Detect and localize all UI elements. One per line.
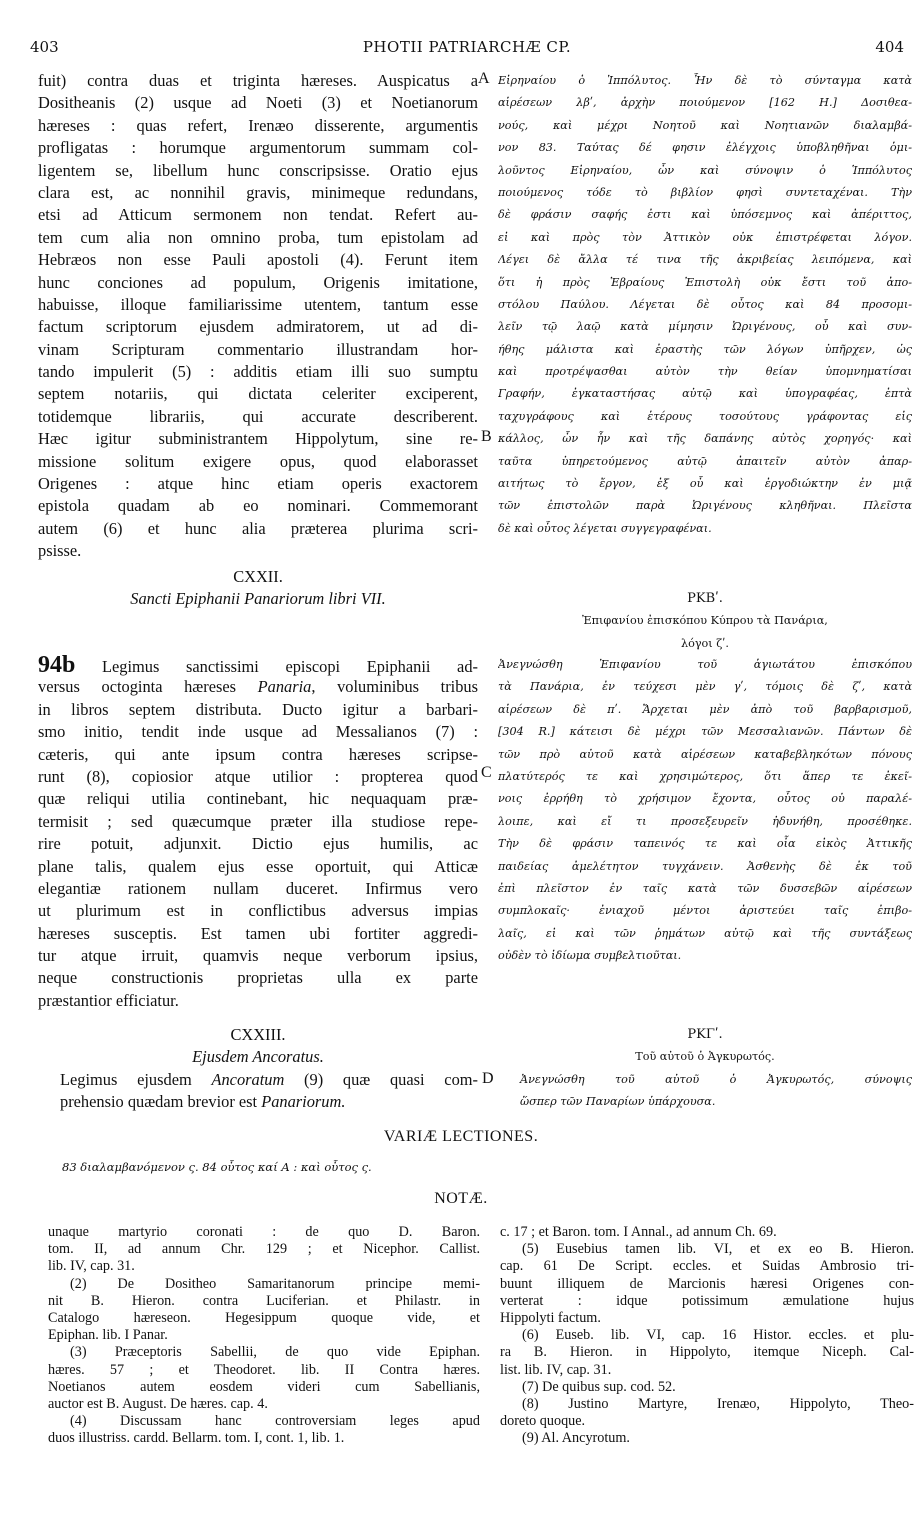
note-line: verterat : idque potissimum æmulatione hujus [500,1292,914,1309]
greek-column-rkb [498,654,912,967]
text-line: rire potuit, adjunxit. Dictio ejus humilis, ac [38,834,478,854]
section-title: Ejusdem Ancoratus. [192,1047,324,1067]
text-line: elegantiæ rationem nullam duceret. Infirmus vero [38,878,478,898]
text-line: νον 83. Ταύτας δέ φησιν ἐλέγχοις ὑποβληθῆναι ὁμι- [498,141,912,155]
section-number: CXXII. [233,567,283,586]
text-line: hæreses : quas refert, Irenæo disserente, argumentis [38,115,478,135]
section-title-2: λόγοι ζʹ. [681,636,729,650]
text-line: τὰ Πανάρια, ἐν τεύχεσι μὲν γʹ, τόμοις δὲ ζʹ, κατὰ [498,680,912,694]
note-line: (4) Discussam hanc controversiam leges apud [70,1413,480,1430]
section-number: CXXIII. [230,1025,286,1044]
text-line: καὶ προτρέψασθαι αὐτὸν τὴν θείαν ὑπομνηματίσαι [498,365,912,379]
section-number: ΡΚΒʹ. [687,591,723,606]
note-line: nit B. Hieron. contra Luciferian. et Philastr. in [48,1292,480,1309]
text-line: συμπλοκαῖς· ἐνιαχοῦ μέντοι ἀριστεύει ταῖς ἐπιβο- [498,904,912,918]
text-line: λαῖς, εἰ καὶ τῶν ῥημάτων αὐτῷ καὶ τῆς συντάξεως [498,926,912,940]
text-line: Τὴν δὲ φράσιν ταπεινός τε καὶ οἷα εἰκὸς Ἀττικῆς [498,837,912,851]
text-line: septem notariis, qui dictata celeriter exciperent, [38,384,478,404]
cxxiii-section [38,1024,478,1114]
text-line: οὐδὲν τὸ ἰδίωμα συμβελτιοῦται. [498,949,682,963]
text-line: Εἰρηναίου ὁ Ἱππόλυτος. Ἦν δὲ τὸ σύνταγμα κατὰ [498,74,912,87]
text-line: στόλου Παύλου. Λέγεται δὲ οὗτος καὶ 84 προσομι- [498,297,912,311]
rkb-heading [498,588,912,655]
text-line: tem cum alia non omnino proba, tum epistolam ad [38,227,478,247]
text-line: νούς, καὶ μέχρι Νοητοῦ καὶ Νοητιανῶν διαλαμβά- [498,118,912,132]
note-line: cap. 61 De Script. eccles. et Suidas Ambrosio tri- [500,1258,914,1275]
note-line: Catalogo hæreseon. Hegesippum quoque vide, et [48,1309,480,1326]
text-line: hunc conciones ad populum, Origenis imitatione, [38,272,478,292]
text-line: ταχυγράφους καὶ ἑτέρους τοσούτους γράφοντας εἰς [498,409,912,423]
section-title: Sancti Epiphanii Panariorum libri VII. [130,589,386,609]
text-line: αιτήτως τὸ ἔργον, ἐξ οὗ καὶ ἐργοδιώκτην ἐν μιᾷ [498,477,912,491]
text-line: Origenes : atque hinc etiam operis exactorem [38,474,478,494]
text-line: hæreses susceptis. Est tamen ubi fortiter aggredi- [38,923,478,943]
text-line: αἱρέσεων λβʹ, ἀρχὴν ποιούμενον [162 H.] Δοσιθεα- [498,96,912,110]
text-line: νοις ἐρρήθη τὸ χρήσιμον ἔχοντα, οὗτος οὐ παραλέ- [498,792,912,806]
text-line: præstantior efficiatur. [38,990,179,1010]
note-line: lib. IV, cap. 31. [48,1258,135,1275]
section-title: Ἐπιφανίου ἐπισκόπου Κύπρου τὰ Πανάρια, [582,614,828,628]
text-line: τῶν πρὸ αὐτοῦ κατὰ αἱρέσεων καταβεβληκότων πόνους [498,747,912,761]
note-line: doreto quoque. [500,1413,586,1430]
notes-left-column [48,1224,480,1447]
page-number-left: 403 [30,38,59,56]
page-number-right: 404 [875,38,904,56]
text-line: πλατύτερός τε καὶ χρησιμώτερος, ὅτι ἅπερ τε ἐκεῖ- [498,769,912,783]
text-line: fuit) contra duas et triginta hæreses. Auspicatus a [38,71,478,90]
text-line: tur atque irruit, quamvis neque verborum ipsius, [38,946,478,966]
text-line: Λέγει δὲ ἄλλα τέ τινα τῆς ἀκριβείας λειπόμενα, καὶ [498,253,912,267]
note-line: (6) Euseb. lib. VI, cap. 16 Histor. eccles. et plu- [522,1327,914,1344]
folio-mark: 94b [38,654,76,677]
text-line: αἱρέσεων δὲ πʹ. Ἄρχεται μὲν ἀπὸ τοῦ βαρβαρισμοῦ, [498,702,912,716]
margin-letter-d: D [482,1070,494,1087]
text-line: habuisse, illoque familiarissime utentem, tantum esse [38,294,478,314]
text-line: ποιούμενος τόδε τὸ βιβλίον φησὶ συντεταχέναι. Τὴν [498,185,912,199]
text-line: ταῦτα ὑπηρετούμενος αὐτῷ ἀπαιτεῖν αὐτὸν ἀπαρ- [498,454,912,468]
text-line: totidemque librariis, qui accurate describerent. [38,406,478,426]
text-line: prehensio quædam brevior est Panariorum. [60,1092,346,1112]
text-line: autem (6) et hunc alia præterea plurima scri- [38,518,478,538]
text-line: epistola quadam ab eo nominari. Commemorant [38,496,478,516]
text-line: ut plurimum est in conflictibus adversus impias [38,901,478,921]
first-line: 94b Legimus sanctissimi episcopi Epiphanii ad- [38,654,478,677]
notes-right-column [500,1224,914,1447]
text-line: ὥσπερ τῶν Παναρίων ὑπάρχουσα. [520,1095,716,1109]
variant-readings: 83 διαλαμβανόμενον ς. 84 οὗτος καί A : καὶ οὗτος ς. [62,1160,372,1174]
text-line: Γραφήν, ἐγκαταστήσας αὐτῷ καὶ ὑπογραφέας, ἑπτὰ [498,387,912,401]
note-line: Epiphan. lib. I Panar. [48,1327,168,1344]
text-line: ligentem se, libellum hunc conscripsisse. Oratio ejus [38,160,478,180]
note-line: auctor est B. August. De hæres. cap. 4. [48,1395,268,1412]
note-line: Noetianos autem eosdem videri cum Sabellianis, [48,1378,480,1395]
note-line: hæres. 57 ; et Theodoret. lib. II Contra hæres. [48,1361,480,1378]
text-line: παιδείας ἀμελέτητον τυγχάνειν. Ἀσθενὴς δὲ ἐκ τοῦ [498,859,912,873]
running-title: PHOTII PATRIARCHÆ CP. [362,38,572,56]
text-line: vinam Scripturam commentario illustrandam hor- [38,339,478,359]
margin-letter-a: A [478,70,490,87]
note-line: (8) Justino Martyre, Irenæo, Hippolyto, Theo- [522,1395,914,1412]
note-line: list. lib. IV, cap. 31. [500,1361,612,1378]
text-line: Ἀνεγνώσθη Ἐπιφανίου τοῦ ἁγιωτάτου ἐπισκόπου [498,658,912,671]
text-line: factum scriptorum ejusdem admiratorem, ut ad di- [38,317,478,337]
text-line: cæteris, qui ante ipsum contra hæreses scripse- [38,744,478,764]
text-line: λεῖν τῷ λαῷ κατὰ μίμησιν Ὠριγένους, οὗ καὶ συν- [498,320,912,334]
latin-column-cxxi [38,70,478,563]
note-line: ra B. Hieron. in Hippolyto, itemque Niceph. Cal- [500,1344,914,1361]
text-line: smo initio, tendit inde usque ad Messalianos (7) : [38,722,478,742]
text-line: ἐπὶ πλεῖστον ἐν ταῖς κατὰ τῶν δυσσεβῶν αἱρέσεων [498,881,912,895]
rkg-section [498,1024,912,1114]
greek-column-rka [498,70,912,540]
note-line: (5) Eusebius tamen lib. VI, et ex eo B. Hieron. [522,1241,914,1258]
latin-column-cxxii [38,654,478,1012]
running-header [30,38,904,62]
margin-letter-b: B [481,428,492,445]
text-line: δὲ φράσιν σαφής ἐστι καὶ ὑπόσεμνος καὶ ἀπέριττος, [498,208,912,222]
section-title: Τοῦ αὐτοῦ ὁ Ἀγκυρωτός. [635,1050,775,1064]
note-line: c. 17 ; et Baron. tom. I Annal., ad annum Ch. 69. [500,1224,777,1240]
text-line: λοῦντος Εἰρηναίου, ὧν καὶ σύνοψιν ὁ Ἱππόλυτος [498,163,912,177]
text-line: κάλλος, ὧν ἦν καὶ τῆς δαπάνης αὐτὸς χορηγός· καὶ [498,432,912,446]
note-line: duos illustriss. cardd. Bellarm. tom. I, cont. 1, lib. 1. [48,1430,345,1447]
second-line: versus octoginta hæreses Panaria, voluminibus tribus [38,677,478,697]
text-line: τῶν ἐπιστολῶν παρὰ Ὠριγένους κληθῆναι. Πλεῖστα [498,499,912,513]
note-line: unaque martyrio coronati : de quo D. Baron. [48,1224,480,1240]
text-line: λοιπε, καὶ εἴ τι προσεξευρεῖν ἠδυνήθη, προσέθηκε. [498,814,912,828]
text-line: profligatas : horumque argumentorum summam col- [38,138,478,158]
note-line: (7) De quibus sup. cod. 52. [522,1378,676,1395]
text-line: Legimus ejusdem Ancoratum (9) quæ quasi com- [60,1069,478,1089]
text-line: psisse. [38,541,82,561]
text-line: termisit ; sed quæcumque præter illa studiose repe- [38,811,478,831]
text-line: neque constructionis proprietas ulla ex parte [38,968,478,988]
section-number: ΡΚΓʹ. [687,1027,723,1042]
text-line: Dositheanis (2) usque ad Noeti (3) et Noetianorum [38,93,478,113]
margin-letter-c: C [481,764,492,781]
text-line: εἰ καὶ πρὸς τὸν Ἀττικὸν οὐκ ἐπιστρέφεται λόγον. [498,230,912,244]
note-line: buunt illiquem de Marcionis hæresi Origenes con- [500,1275,914,1292]
cxxii-heading [38,566,478,611]
text-line: [304 R.] κάτεισι δὲ μέχρι τῶν Μεσσαλιανῶν. Πάντων δὲ [498,725,912,739]
text-line: etsi ad Atticum sermonem non tendat. Refert au- [38,205,478,225]
text-line: runt (8), copiosior atque utilior : propterea quod [38,766,478,786]
text-line: ὅτι ἡ πρὸς Ἑβραίους Ἐπιστολὴ οὐκ ἔστι τοῦ ἀπο- [498,275,912,289]
note-line: tom. II, ad annum Chr. 129 ; et Nicephor. Callist. [48,1241,480,1258]
text-line: in libros septem distributa. Ducto igitur a barbari- [38,699,478,719]
note-line: (3) Præceptoris Sabellii, de quo vide Epiphan. [70,1344,480,1361]
text-line: quæ reliqui utilia continebant, hic nequaquam præ- [38,789,478,809]
variae-heading: VARIÆ LECTIONES. [383,1128,539,1145]
text-line: Hæc igitur subministrantem Hippolytum, sine re- [38,429,478,449]
text-line: clara est, ac nonnihil gravis, minimeque redundans, [38,182,478,202]
text-line: tando impulerit (5) : additis etiam illi suo sumptu [38,362,478,382]
text-line: Hebræos non esse Pauli apostoli (4). Ferunt item [38,250,478,270]
note-line: Hippolyti factum. [500,1309,601,1326]
text-line: plane talis, qualem ejus esse oportuit, qui Atticæ [38,856,478,876]
text-line: missione solitum exigere opus, quod elaborasset [38,451,478,471]
note-line: (9) Al. Ancyrotum. [522,1430,630,1447]
text-line: Ἀνεγνώσθη τοῦ αὐτοῦ ὁ Ἀγκυρωτός, σύνοψις [520,1072,912,1086]
note-line: (2) De Dositheo Samaritanorum principe memi- [70,1275,480,1292]
notae-heading: NOTÆ. [434,1190,488,1207]
text-line: ήθης μάλιστα καὶ ἐραστὴς τῶν λόγων ὑπῆρχεν, ὡς [498,342,912,356]
text-line: δὲ καὶ οὗτος λέγεται συγγεγραφέναι. [498,521,712,535]
